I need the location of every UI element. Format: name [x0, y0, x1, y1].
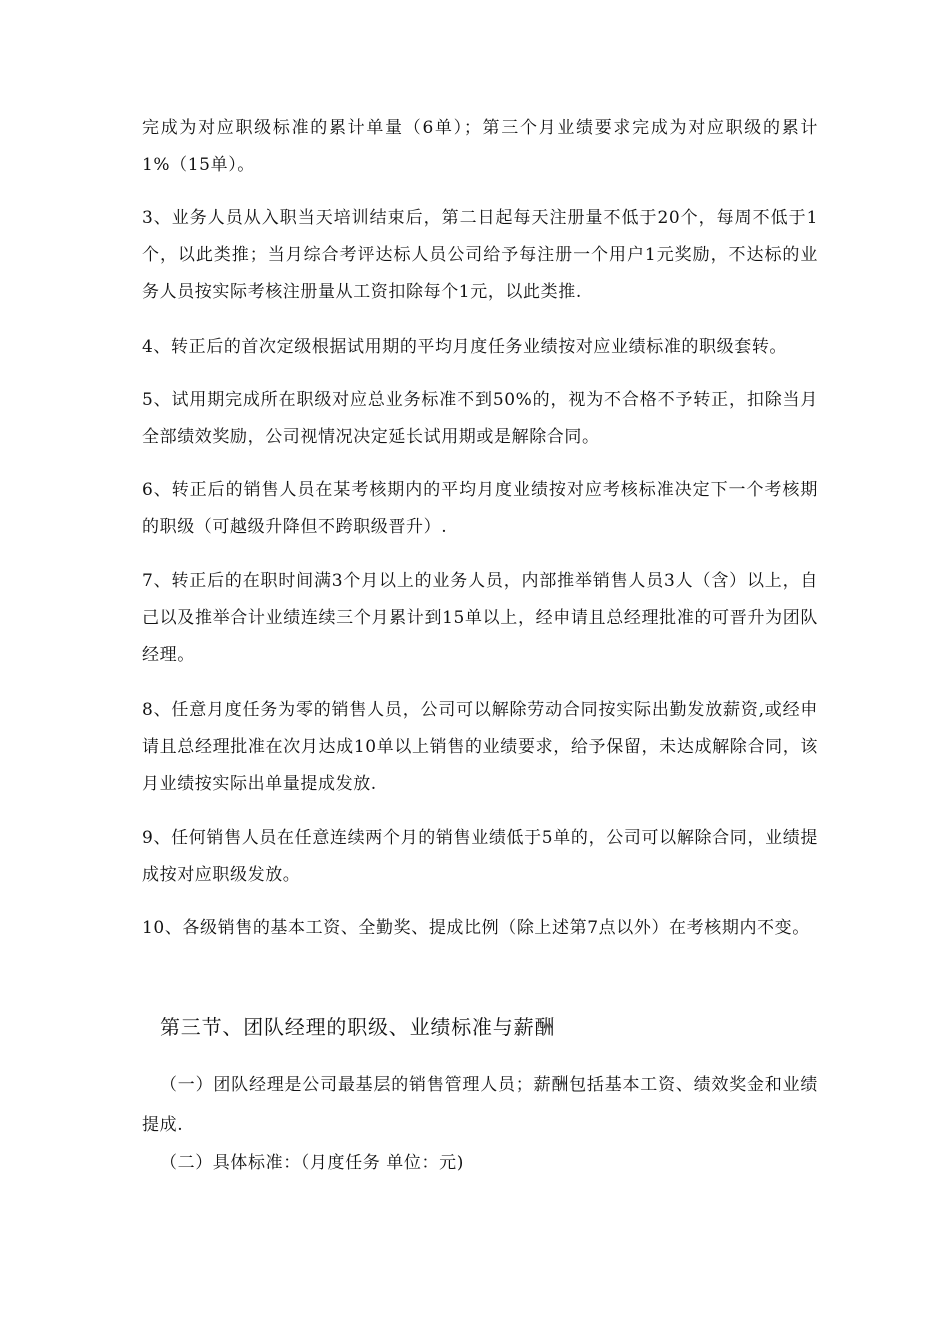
paragraph-rule-4: 4、转正后的首次定级根据试用期的平均月度任务业绩按对应业绩标准的职级套转。	[142, 337, 788, 357]
paragraph-rule-6: 6、转正后的销售人员在某考核期内的平均月度业绩按对应考核标准决定下一个考核期的职级（可越级升降但不跨职级晋升）.	[142, 480, 818, 537]
paragraph-2-continuation: 完成为对应职级标准的累计单量（6单）；第三个月业绩要求完成为对应职级的累计1%（15单）。	[142, 118, 818, 175]
section-heading: 第三节、团队经理的职级、业绩标准与薪酬	[160, 1015, 556, 1039]
paragraph-rule-10: 10、各级销售的基本工资、全勤奖、提成比例（除上述第7点以外）在考核期内不变。	[142, 918, 810, 938]
paragraph-rule-8: 8、任意月度任务为零的销售人员，公司可以解除劳动合同按实际出勤发放薪资,或经申请且总经理批准在次月达成10单以上销售的业绩要求，给予保留，未达成解除合同，该月业绩按实际出单量提成发放.	[142, 700, 818, 794]
paragraph-rule-7: 7、转正后的在职时间满3个月以上的业务人员，内部推举销售人员3人（含）以上，自己以及推举合计业绩连续三个月累计到15单以上，经申请且总经理批准的可晋升为团队经理。	[142, 571, 818, 665]
paragraph-rule-9: 9、任何销售人员在任意连续两个月的销售业绩低于5单的，公司可以解除合同，业绩提成按对应职级发放。	[142, 828, 818, 885]
sub-item-1: （一）团队经理是公司最基层的销售管理人员；薪酬包括基本工资、绩效奖金和业绩提成.	[142, 1075, 818, 1135]
paragraph-rule-5: 5、试用期完成所在职级对应总业务标准不到50%的，视为不合格不予转正，扣除当月全部绩效奖励，公司视情况决定延长试用期或是解除合同。	[142, 390, 818, 447]
paragraph-rule-3: 3、业务人员从入职当天培训结束后，第二日起每天注册量不低于20个，每周不低于1个，以此类推；当月综合考评达标人员公司给予每注册一个用户1元奖励，不达标的业务人员按实际考核注册量从工资扣除每个1元，以此类推.	[142, 208, 818, 302]
sub-item-2: （二）具体标准：（月度任务 单位：元)	[160, 1153, 464, 1173]
